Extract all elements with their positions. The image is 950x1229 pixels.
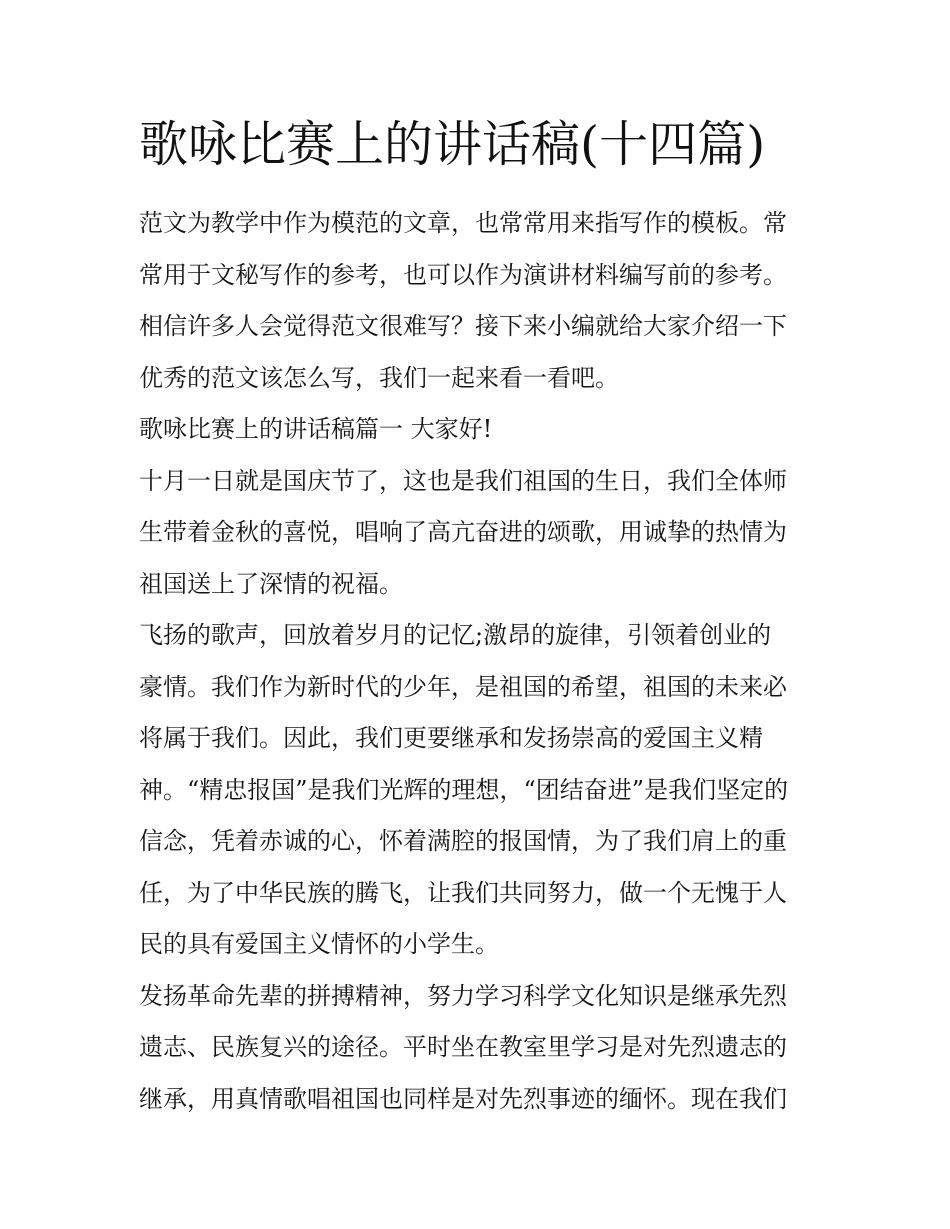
- text-line: 十月一日就是国庆节了，这也是我们祖国的生日，我们全体师: [139, 466, 787, 495]
- document-body: [139, 198, 829, 1125]
- text-line: 神。“精忠报国”是我们光辉的理想，“团结奋进”是我们坚定的: [139, 775, 789, 804]
- text-line: 继承，用真情歌唱祖国也同样是对先烈事迹的缅怀。现在我们: [139, 1084, 787, 1113]
- text-line: 常用于文秘写作的参考，也可以作为演讲材料编写前的参考。: [139, 260, 787, 289]
- text-line: 任，为了中华民族的腾飞，让我们共同努力，做一个无愧于人: [139, 878, 787, 907]
- text-line: 范文为教学中作为模范的文章，也常常用来指写作的模板。常: [139, 209, 787, 237]
- text-line: 遗志、民族复兴的途径。平时坐在教室里学习是对先烈遗志的: [139, 1033, 787, 1061]
- text-line: 信念，凭着赤诚的心，怀着满腔的报国情，为了我们肩上的重: [139, 827, 787, 855]
- text-line: 飞扬的歌声，回放着岁月的记忆;激昂的旋律，引领着创业的: [139, 621, 772, 649]
- text-line: 生带着金秋的喜悦，唱响了高亢奋进的颂歌，用诚挚的热情为: [139, 518, 787, 546]
- text-line: 相信许多人会觉得范文很难写？接下来小编就给大家介绍一下: [139, 312, 787, 340]
- text-line: 豪情。我们作为新时代的少年，是祖国的希望，祖国的未来必: [139, 672, 787, 701]
- text-line: 民的具有爱国主义情怀的小学生。: [139, 930, 499, 958]
- text-line: 优秀的范文该怎么写，我们一起来看一看吧。: [139, 363, 619, 392]
- text-line: 将属于我们。因此，我们更要继承和发扬崇高的爱国主义精: [139, 724, 763, 752]
- section-heading-line: 歌咏比赛上的讲话稿篇一 大家好!: [139, 415, 493, 443]
- text-line: 祖国送上了深情的祝福。: [139, 569, 403, 598]
- document-title: 歌咏比赛上的讲话稿(十四篇): [139, 116, 766, 173]
- text-line: 发扬革命先辈的拼搏精神，努力学习科学文化知识是继承先烈: [139, 981, 787, 1010]
